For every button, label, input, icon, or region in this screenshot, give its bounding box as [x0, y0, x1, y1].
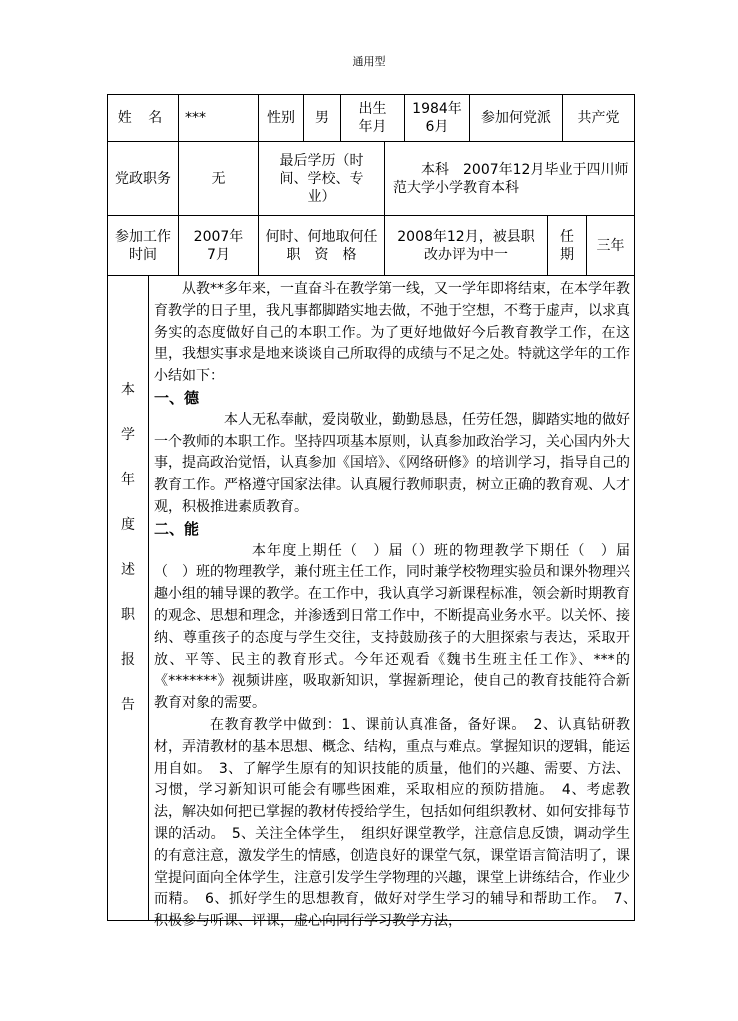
- work-start-value: 2007年7月: [178, 215, 259, 276]
- gender-label: 性别: [258, 94, 304, 142]
- party-value: 共产党: [562, 94, 635, 142]
- report-morality-paragraph: 本人无私奉献，爱岗敬业，勤勤恳恳，任劳任怨，脚踏实地的做好一个教师的本职工作。坚持四项基本原则，认真参加政治学习，关心国内外大事，提高政治觉悟，认真参加《国培》、《网络研修》的培训学习，指导自己的教育工作。严格遵守国家法律。认真履行教师职责，树立正确的教育观、人才观，积极推进素质教育。: [154, 411, 630, 515]
- annual-report-body: [148, 275, 644, 930]
- qualification-value: 2008年12月，被县职改办评为中一: [384, 215, 548, 276]
- post-value: 无: [178, 141, 259, 216]
- report-intro: 从教**多年来，一直奋斗在教学第一线，又一学年即将结束，在本学年教育教学的日子里，我凡事都脚踏实地去做，不弛于空想，不骛于虚声，以求真务实的态度做好自己的本职工作。为了更好地做好今后教育教学工作，在这里，我想实事求是地来谈谈自己所取得的成绩与不足之处。特就这学年的工作小结如下：: [154, 281, 630, 385]
- name-value: ***: [178, 94, 259, 142]
- report-teaching-paragraph: 在教育教学中做到：1、课前认真准备，备好课。 2、认真钻研教材，弄清教材的基本思想、概念、结构，重点与难点。掌握知识的逻辑，能运用自如。 3、了解学生原有的知识技能的质量，他们的兴趣、需要、方法、习惯，学习新知识可能会有哪些困难，采取相应的预防措施。 4、考虑教法，解决如何把已掌握的教材传授给学生，包括如何组织教材、如何安排每节课的活动。 5、关注全体学生， 组织好课堂教学，注意信息反馈，调动学生的有意注意，激发学生的情感，创造良好的课堂气氛，课堂语言简洁明了，课堂提问面向全体学生，注意引发学生学物理的兴趣，课堂上讲练结合，作业少而精。 6、抓好学生的思想教育，做好对学生学习的辅导和帮助工作。 7、 积极参与听课、评课，虚心向同行学习教学方法，: [154, 716, 644, 930]
- page-header: 通用型: [352, 55, 386, 68]
- report-label-char: 本: [121, 382, 135, 398]
- section-heading-ability: 二、能: [154, 519, 200, 538]
- education-label: 最后学历（时间、学校、专业）: [258, 141, 385, 216]
- report-form-table: [107, 94, 644, 930]
- birth-value: 1984年6月: [404, 94, 470, 142]
- report-label-char: 报: [121, 652, 135, 668]
- post-label: 党政职务: [107, 141, 179, 216]
- birth-label: 出生年月: [340, 94, 405, 142]
- annual-report-label: [107, 275, 149, 921]
- report-ability-paragraph: 本年度上期任（ ）届（）班的物理教学下期任（ ）届（ ）班的物理教学，兼付班主任工作，同时兼学校物理实验员和课外物理兴趣小组的辅导课的教学。在工作中，我认真学习新课程标准，领会新时期教育的观念、思想和理念，并渗透到日常工作中，不断提高业务水平。以关怀、接纳、尊重孩子的态度与学生交往，支持鼓励孩子的大胆探索与表达，采取开放、平等、民主的教育形式。今年还观看《魏书生班主任工作》、***的《*******》视频讲座，吸取新知识，掌握新理论，使自己的教育技能符合新教育对象的需要。: [154, 542, 630, 712]
- work-start-label: 参加工作时间: [107, 215, 179, 276]
- gender-value: 男: [303, 94, 341, 142]
- section-heading-morality: 一、德: [154, 388, 200, 407]
- qualification-label: 何时、何地取何任 职 资 格: [258, 215, 385, 276]
- term-label: 任期: [547, 215, 587, 276]
- term-value: 三年: [586, 215, 635, 276]
- education-value: 本科 2007年12月毕业于四川师范大学小学教育本科: [384, 141, 635, 216]
- name-label: 姓 名: [107, 94, 179, 142]
- report-label-char: 年: [121, 472, 135, 488]
- party-label: 参加何党派: [469, 94, 563, 142]
- report-label-char: 度: [121, 517, 135, 533]
- report-label-char: 学: [121, 427, 135, 443]
- report-label-char: 述: [121, 562, 135, 578]
- report-label-char: 职: [121, 607, 135, 623]
- report-label-char: 告: [121, 697, 135, 713]
